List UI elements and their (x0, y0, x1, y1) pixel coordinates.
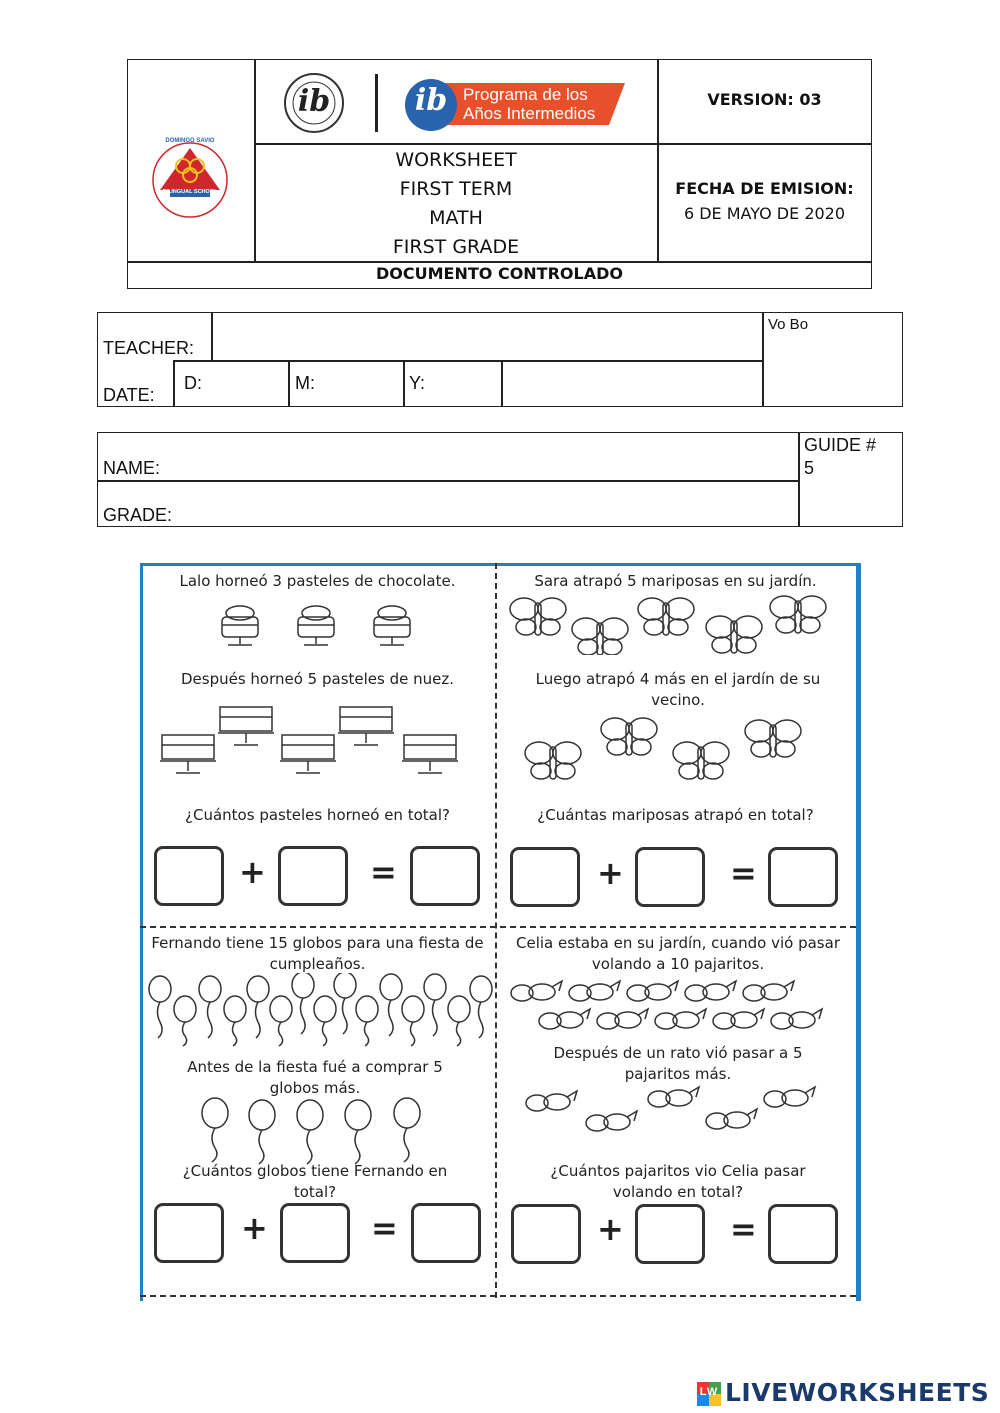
lw-mark-text: LW (699, 1386, 719, 1398)
balloon-icon (270, 996, 292, 1046)
school-logo (150, 140, 230, 220)
problem-4-line1: Celia estaba en su jardín, cuando vió pasar volando a 10 pajaritos. (516, 934, 840, 973)
ib-program-logo (403, 77, 625, 133)
cake-icon (160, 735, 216, 773)
answer-box-2a[interactable] (510, 847, 580, 907)
balloon-group-2 (195, 1097, 435, 1167)
butterfly-icon (510, 598, 566, 635)
bird-icon (713, 1009, 764, 1029)
bird-icon (586, 1111, 637, 1131)
problem-2 (498, 563, 856, 926)
cake-icon (402, 735, 458, 773)
title-line-subject: MATH (429, 207, 483, 229)
butterfly-icon (770, 596, 826, 633)
butterfly-group-1 (508, 593, 838, 655)
bird-group-1 (508, 979, 838, 1033)
bird-group-2 (523, 1083, 823, 1143)
problem-2-question: ¿Cuántas mariposas atrapó en total? (537, 806, 814, 824)
title-line-worksheet: WORKSHEET (395, 149, 517, 171)
balloon-icon (249, 1100, 275, 1164)
teacher-input[interactable] (213, 313, 761, 360)
butterfly-icon (525, 742, 581, 779)
problem-4-line2: Después de un rato vió pasar a 5 pajaritos más. (553, 1044, 803, 1083)
balloon-icon (356, 996, 378, 1046)
grade-label: GRADE: (103, 505, 173, 525)
controlled-document-label: DOCUMENTO CONTROLADO (376, 264, 623, 283)
balloon-icon (380, 974, 402, 1036)
plus-sign: + (241, 1209, 268, 1247)
liveworksheets-brand: LIVEWORKSHEETS (725, 1378, 990, 1407)
plus-sign: + (597, 854, 624, 892)
school-logo-top-text: DOMINGO SAVIO (165, 138, 215, 144)
frame-right (856, 563, 861, 1301)
butterfly-group-2 (523, 715, 833, 787)
balloon-icon (448, 996, 470, 1046)
problem-4 (498, 929, 856, 1295)
divider-horizontal (140, 926, 856, 928)
balloon-icon (224, 996, 246, 1046)
butterfly-icon (638, 598, 694, 635)
guide-number: 5 (804, 458, 815, 478)
teacher-label: TEACHER: (103, 338, 195, 358)
problem-2-line2: Luego atrapó 4 más en el jardín de su vecino. (535, 670, 821, 709)
title-line-grade: FIRST GRADE (392, 236, 520, 258)
balloon-icon (345, 1100, 371, 1164)
bird-icon (706, 1109, 757, 1129)
equals-sign: = (371, 1209, 398, 1247)
bird-icon (526, 1091, 577, 1111)
balloon-icon (297, 1100, 323, 1164)
butterfly-icon (601, 718, 657, 755)
balloon-icon (424, 974, 446, 1036)
problem-1 (140, 563, 495, 926)
butterfly-icon (745, 720, 801, 757)
cake-icon (298, 606, 334, 645)
butterfly-icon (706, 616, 762, 653)
problem-4-question: ¿Cuántos pajaritos vio Celia pasar volando en total? (550, 1162, 806, 1201)
issue-date-value: 6 DE MAYO DE 2020 (683, 204, 846, 223)
title-line-term: FIRST TERM (399, 178, 513, 200)
answer-box-1a[interactable] (154, 846, 224, 906)
student-table (97, 432, 903, 527)
problem-3-line2: Antes de la fiesta fué a comprar 5 globos más. (187, 1058, 443, 1097)
cake-icon (280, 735, 336, 773)
butterfly-icon (673, 742, 729, 779)
ib-program-line2: Años Intermedios (463, 104, 596, 123)
divider-bottom (140, 1295, 856, 1297)
cake-icon (222, 606, 258, 645)
ib-world-logo (283, 72, 345, 134)
problem-2-line1: Sara atrapó 5 mariposas en su jardín. (534, 572, 817, 590)
balloon-icon (334, 973, 356, 1034)
bird-icon (539, 1009, 590, 1029)
vobo-field[interactable] (764, 335, 902, 405)
problem-worksheet (140, 563, 861, 1301)
bird-icon (655, 1009, 706, 1029)
bird-icon (511, 981, 562, 1001)
date-day-label: D: (184, 373, 202, 393)
bird-icon (597, 1009, 648, 1029)
problem-1-line1: Lalo horneó 3 pasteles de chocolate. (179, 572, 456, 590)
issue-date-label: FECHA DE EMISION: (675, 179, 854, 198)
teacher-table (97, 312, 903, 407)
school-logo-bottom-text: BILINGUAL SCHOOL (162, 189, 218, 195)
balloon-icon (149, 976, 171, 1038)
equals-sign: = (730, 854, 757, 892)
bird-icon (648, 1087, 699, 1107)
cake-icon (218, 707, 274, 745)
cake-icon (338, 707, 394, 745)
liveworksheets-logo[interactable] (697, 1378, 993, 1410)
answer-box-4c[interactable] (768, 1204, 838, 1264)
vobo-label: Vo Bo (768, 316, 809, 333)
version-label: VERSION: 03 (707, 90, 822, 109)
cake-group-1 (210, 599, 425, 649)
date-month-field[interactable] (320, 362, 400, 406)
problem-1-question: ¿Cuántos pasteles horneó en total? (185, 806, 450, 824)
date-year-label: Y: (409, 373, 426, 393)
answer-box-3a[interactable] (154, 1203, 224, 1263)
balloon-icon (202, 1098, 228, 1162)
balloon-icon (247, 976, 269, 1038)
cake-icon (374, 606, 410, 645)
date-day-field[interactable] (208, 362, 286, 406)
equals-sign: = (730, 1210, 757, 1248)
bird-icon (627, 981, 678, 1001)
answer-box-1b[interactable] (278, 846, 348, 906)
problem-3 (140, 929, 495, 1295)
answer-box-3c[interactable] (411, 1203, 481, 1263)
ib-program-letters: ib (414, 83, 448, 118)
ib-program-line1: Programa de los (463, 85, 588, 104)
problem-3-question: ¿Cuántos globos tiene Fernando en total? (182, 1162, 448, 1201)
cake-group-2 (160, 703, 470, 783)
bird-icon (685, 981, 736, 1001)
date-year-field[interactable] (431, 362, 499, 406)
divider-vertical (495, 563, 497, 1298)
balloon-icon (402, 996, 424, 1046)
answer-box-2b[interactable] (635, 847, 705, 907)
problem-1-line2: Después horneó 5 pasteles de nuez. (180, 670, 455, 688)
name-label: NAME: (103, 458, 161, 478)
answer-box-2c[interactable] (768, 847, 838, 907)
answer-box-3b[interactable] (280, 1203, 350, 1263)
balloon-icon (292, 973, 314, 1034)
balloon-group-1 (145, 973, 495, 1053)
header-table (127, 59, 872, 289)
bird-icon (771, 1009, 822, 1029)
problem-3-line1: Fernando tiene 15 globos para una fiesta de cumpleaños. (151, 934, 484, 973)
answer-box-4a[interactable] (511, 1204, 581, 1264)
answer-box-1c[interactable] (410, 846, 480, 906)
ib-letters: ib (297, 84, 331, 119)
answer-box-4b[interactable] (635, 1204, 705, 1264)
bird-icon (569, 981, 620, 1001)
balloon-icon (470, 976, 492, 1038)
plus-sign: + (597, 1210, 624, 1248)
butterfly-icon (572, 618, 628, 655)
plus-sign: + (239, 853, 266, 891)
balloon-icon (314, 996, 336, 1046)
balloon-icon (394, 1098, 420, 1162)
date-month-label: M: (295, 373, 315, 393)
guide-label: GUIDE # (804, 435, 877, 455)
balloon-icon (174, 996, 196, 1046)
date-label: DATE: (103, 385, 155, 405)
logo-divider (375, 74, 378, 132)
bird-icon (743, 981, 794, 1001)
balloon-icon (199, 976, 221, 1038)
grade-input[interactable] (183, 482, 795, 526)
worksheet-title (256, 146, 656, 262)
bird-icon (764, 1087, 815, 1107)
equals-sign: = (370, 853, 397, 891)
name-input[interactable] (173, 433, 795, 480)
